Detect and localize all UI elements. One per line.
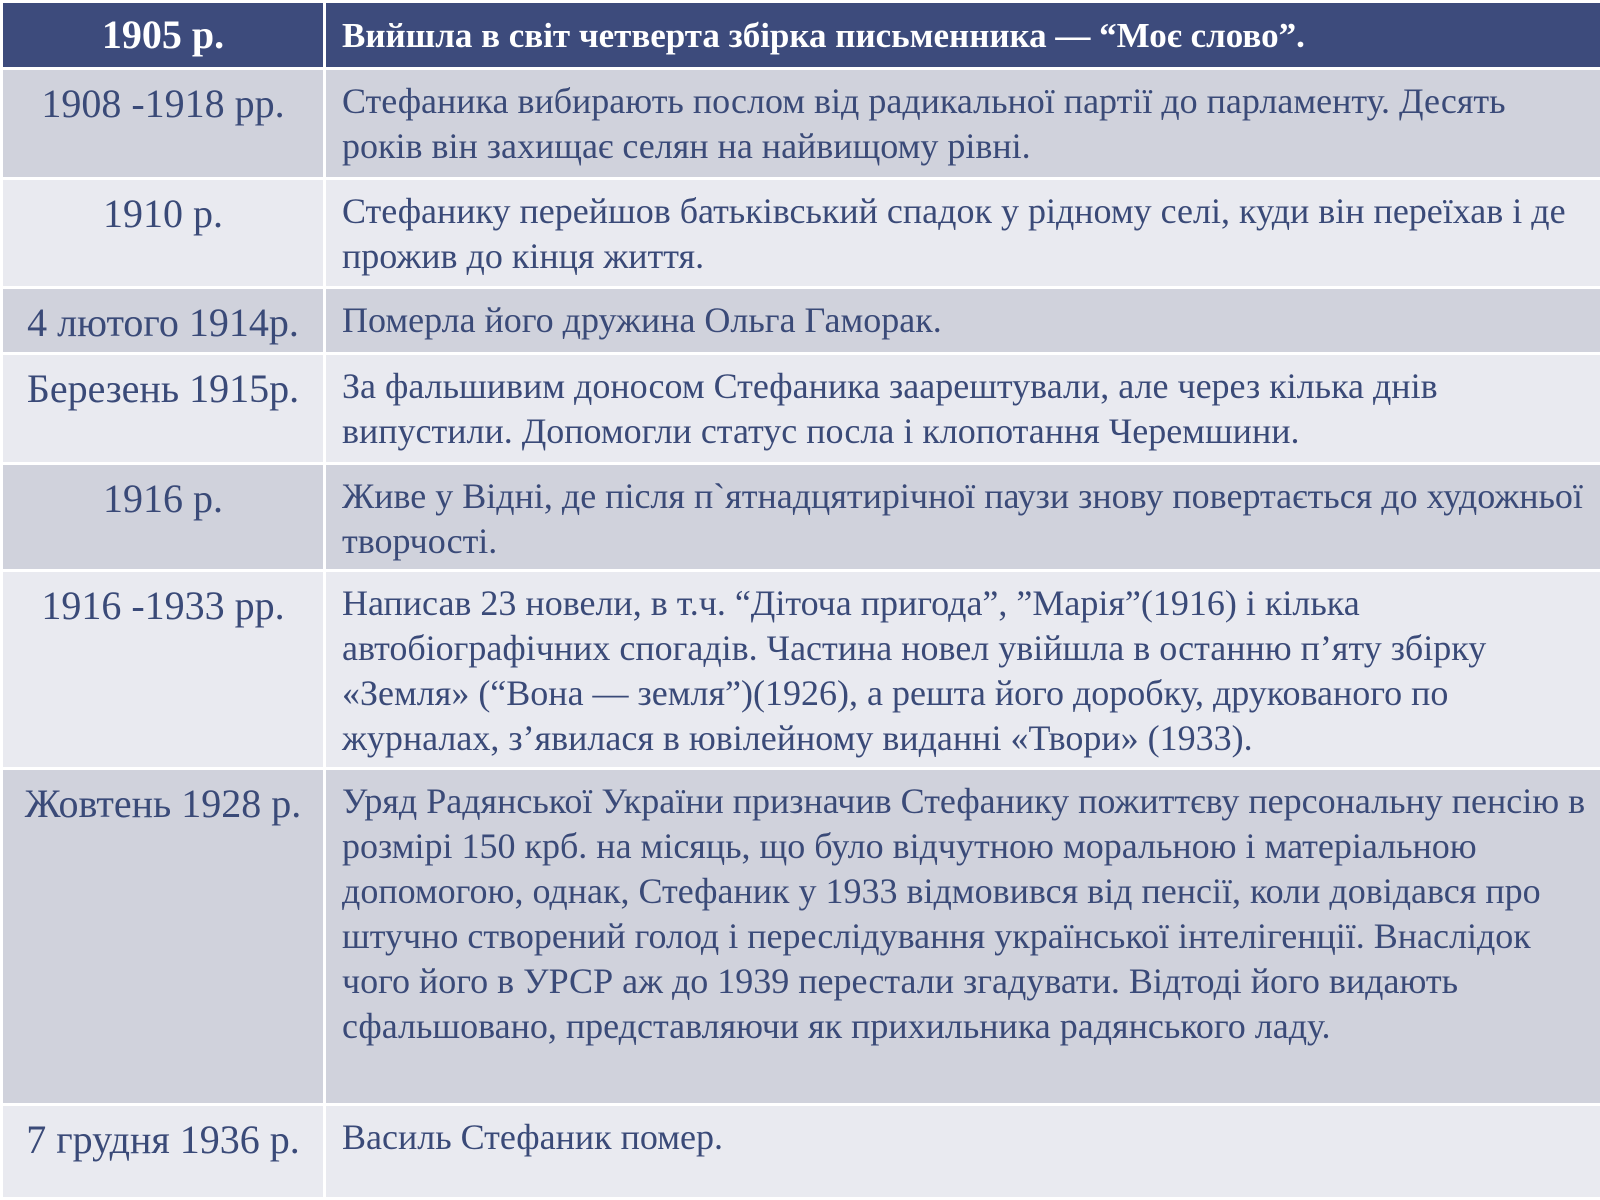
header-date: 1905 р.	[2, 2, 325, 69]
table-row	[2, 288, 1600, 354]
table-row	[2, 354, 1600, 464]
row-event: Уряд Радянської України призначив Стефанику пожиттєву персональну пенсію в розмірі 150 крб. на місяць, що було відчутною моральною і матеріальною допомогою, однак, Стефаник у 1933 відмовився від пенсії, коли довідався про штучно створений голод і переслідування української інтелігенції. Внаслідок чого його в УРСР аж до 1939 перестали згадувати. Відтоді його видають сфальшовано, представляючи як прихильника радянського ладу.	[325, 769, 1600, 1105]
table-row	[2, 464, 1600, 571]
row-date: 1908 -1918 рр.	[2, 69, 325, 179]
table-row	[2, 571, 1600, 769]
row-event: Живе у Відні, де після п`ятнадцятирічної паузи знову повертається до художньої творчості.	[325, 464, 1600, 571]
row-event: Стефаника вибирають послом від радикальної партії до парламенту. Десять років він захищає селян на найвищому рівні.	[325, 69, 1600, 179]
table-row	[2, 769, 1600, 1105]
row-event: Василь Стефаник помер.	[325, 1105, 1600, 1199]
row-date: Жовтень 1928 р.	[2, 769, 325, 1105]
row-event: За фальшивим доносом Стефаника заарештували, але через кілька днів випустили. Допомогли статус посла і клопотання Черемшини.	[325, 354, 1600, 464]
header-event: Вийшла в світ четверта збірка письменника — “Моє слово”.	[325, 2, 1600, 69]
table-row	[2, 1105, 1600, 1199]
row-date: 4 лютого 1914р.	[2, 288, 325, 354]
table-row	[2, 69, 1600, 179]
row-event: Померла його дружина Ольга Гаморак.	[325, 288, 1600, 354]
row-date: 1910 р.	[2, 179, 325, 288]
table-row	[2, 179, 1600, 288]
row-date: Березень 1915р.	[2, 354, 325, 464]
row-event: Стефанику перейшов батьківський спадок у рідному селі, куди він переїхав і де прожив до кінця життя.	[325, 179, 1600, 288]
row-event: Написав 23 новели, в т.ч. “Діточа пригода”, ”Марія”(1916) і кілька автобіографічних спогадів. Частина новел увійшла в останню п’яту збірку «Земля» (“Вона — земля”)(1926), а решта його доробку, друкованого по журналах, з’явилася в ювілейному виданні «Твори» (1933).	[325, 571, 1600, 769]
row-date: 1916 -1933 рр.	[2, 571, 325, 769]
table-header-row	[2, 2, 1600, 69]
row-date: 7 грудня 1936 р.	[2, 1105, 325, 1199]
row-date: 1916 р.	[2, 464, 325, 571]
